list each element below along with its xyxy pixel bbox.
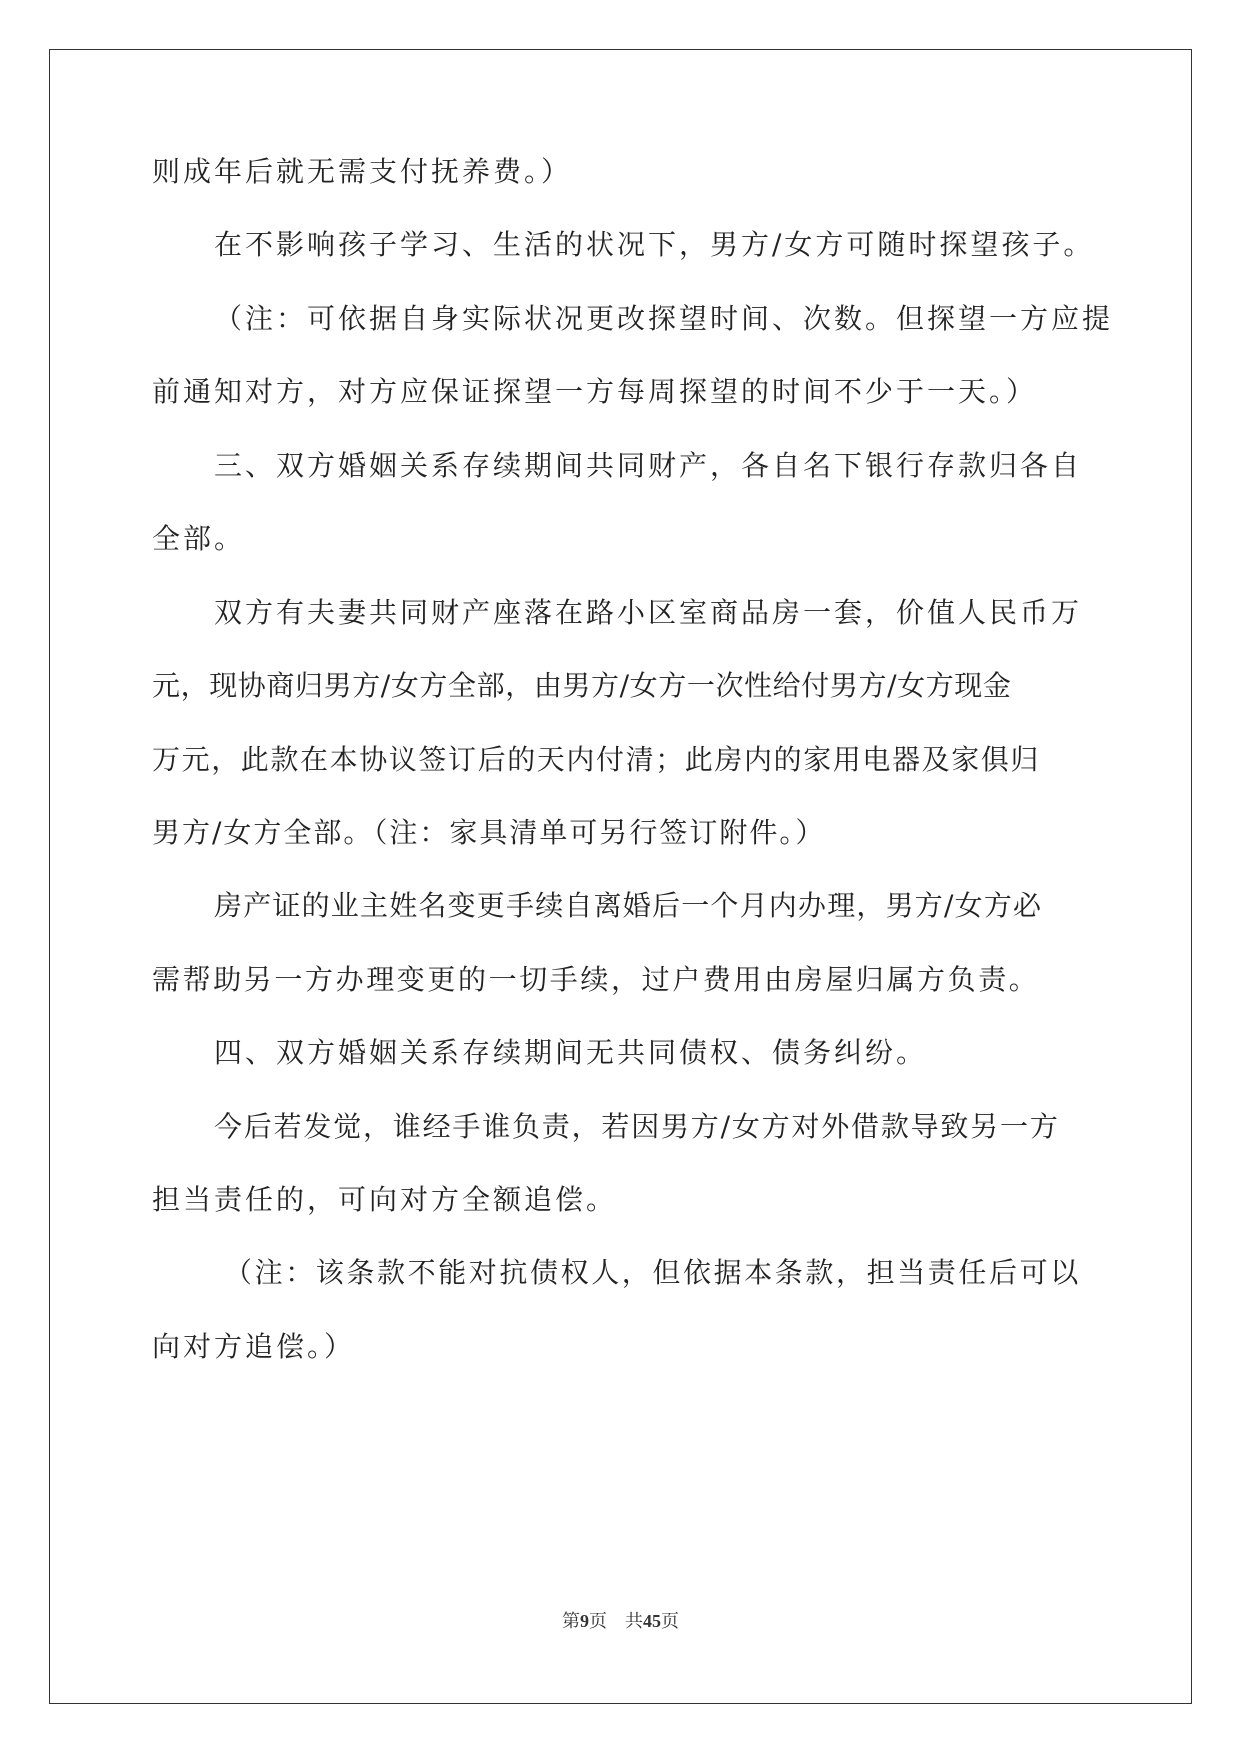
text-line-4: 前通知对方，对方应保证探望一方每周探望的时间不少于一天。）: [152, 375, 1038, 408]
page-suffix: 页: [589, 1611, 607, 1631]
text-line-1: 则成年后就无需支付抚养费。）: [152, 155, 573, 188]
page-border: [49, 49, 1192, 1704]
page-footer: [0, 1609, 1241, 1633]
text-line-10: 男方/女方全部。（注：家具清单可另行签订附件。）: [152, 816, 826, 849]
total-prefix: 共: [625, 1611, 643, 1631]
text-line-17: 向对方追偿。）: [152, 1330, 356, 1363]
text-line-7: 双方有夫妻共同财产座落在路小区室商品房一套，价值人民币万: [214, 596, 1083, 629]
page-prefix: 第: [562, 1611, 580, 1631]
text-line-15: 担当责任的，可向对方全额追偿。: [152, 1183, 618, 1216]
text-line-12: 需帮助另一方办理变更的一切手续，过户费用由房屋归属方负责。: [152, 963, 1040, 996]
text-line-3: （注：可依据自身实际状况更改探望时间、次数。但探望一方应提: [214, 302, 1114, 335]
text-line-5: 三、双方婚姻关系存续期间共同财产，各自名下银行存款归各自: [214, 449, 1083, 482]
text-line-6: 全部。: [152, 522, 246, 555]
text-line-16: （注：该条款不能对抗债权人，但依据本条款，担当责任后可以: [224, 1256, 1081, 1289]
text-line-2: 在不影响孩子学习、生活的状况下，男方/女方可随时探望孩子。: [214, 228, 1095, 261]
total-suffix: 页: [661, 1611, 679, 1631]
page-number: 9: [580, 1611, 589, 1631]
text-line-11: 房产证的业主姓名变更手续自离婚后一个月内办理，男方/女方必: [214, 889, 1043, 922]
text-line-13: 四、双方婚姻关系存续期间无共同债权、债务纠纷。: [214, 1036, 928, 1069]
total-pages: 45: [643, 1611, 661, 1631]
text-line-9: 万元，此款在本协议签订后的天内付清；此房内的家用电器及家俱归: [152, 743, 1041, 776]
text-line-8: 元，现协商归男方/女方全部，由男方/女方一次性给付男方/女方现金: [152, 669, 1012, 702]
text-line-14: 今后若发觉，谁经手谁负责，若因男方/女方对外借款导致另一方: [214, 1110, 1060, 1143]
